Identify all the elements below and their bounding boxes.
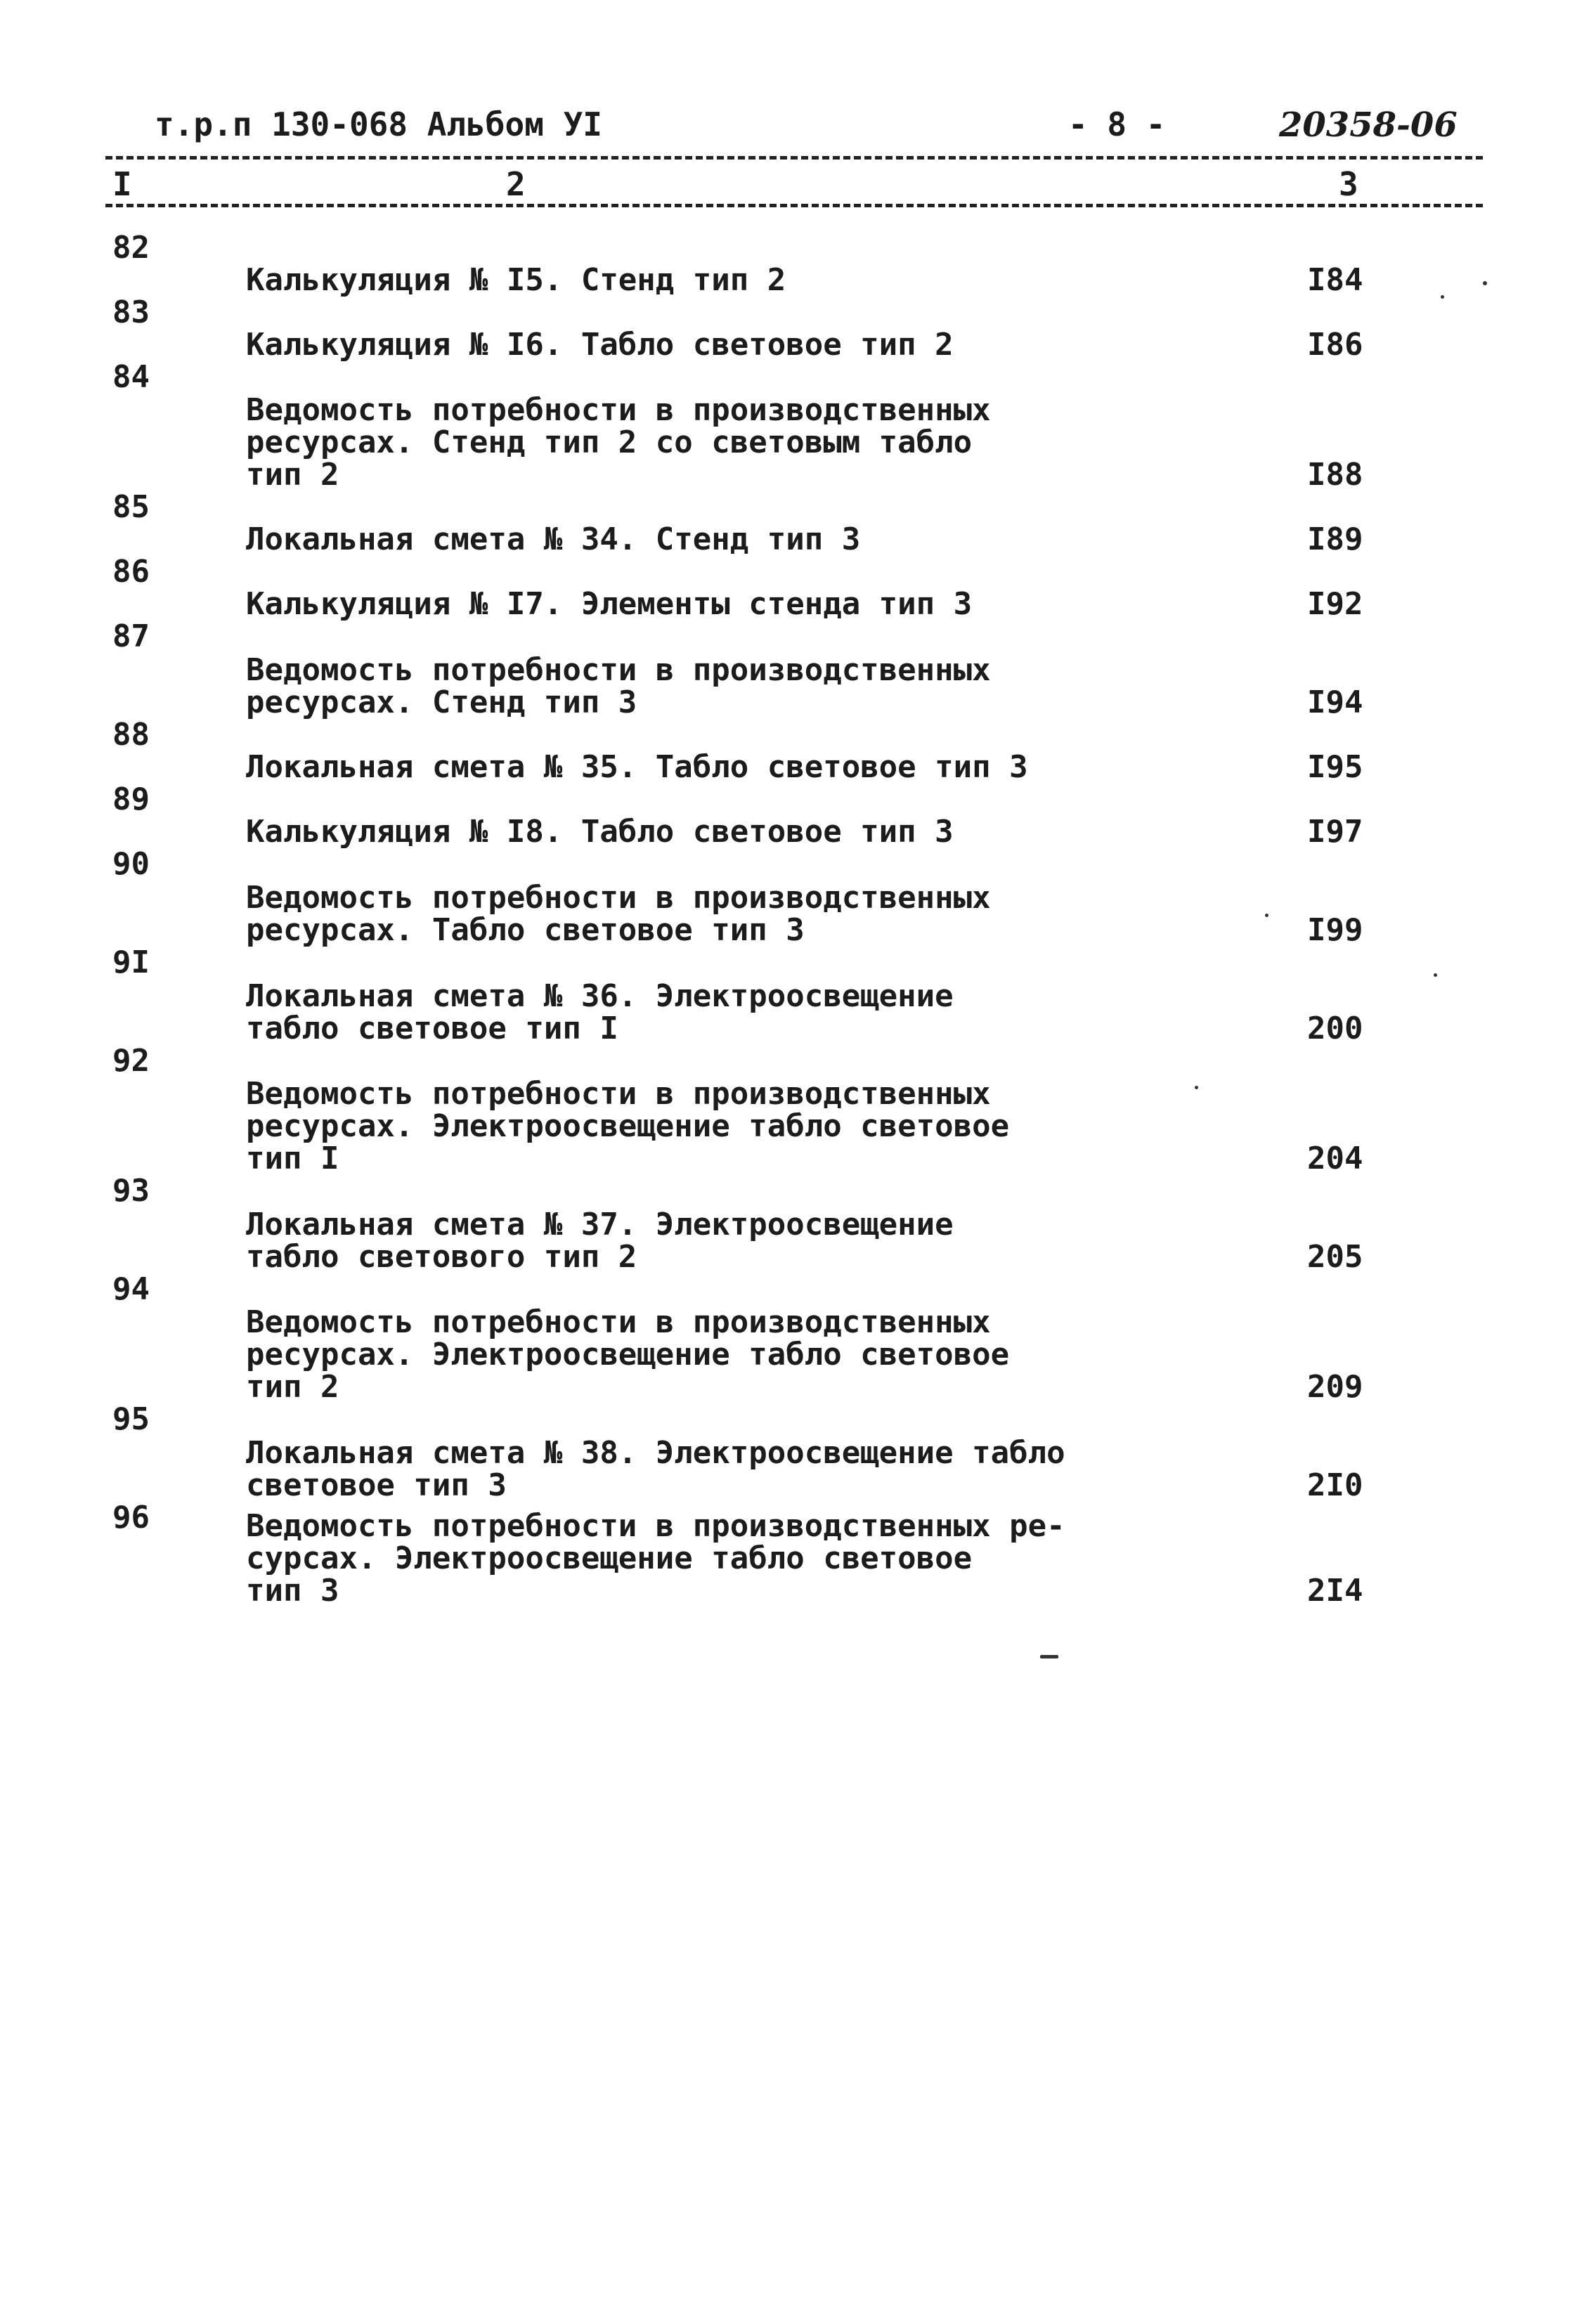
row-number: 90 (112, 846, 150, 882)
row-title: Ведомость потребности в производственных ре- сурсах. Электроосвещение табло световое тип 3 (246, 1508, 1065, 1609)
row-number: 89 (112, 781, 150, 817)
column-header-3: 3 (1339, 165, 1358, 203)
table-row (112, 361, 1448, 491)
scan-speck (1441, 295, 1444, 299)
row-number: 82 (112, 230, 150, 266)
table-row (112, 719, 1448, 784)
row-page: I88 (1307, 457, 1363, 493)
row-number: 88 (112, 717, 150, 753)
row-number: 93 (112, 1173, 150, 1209)
row-page: 2I4 (1307, 1573, 1363, 1609)
row-page: I99 (1307, 912, 1363, 948)
column-header-1: I (112, 165, 132, 203)
table-row (112, 232, 1448, 297)
table-row (112, 848, 1448, 947)
row-title: Калькуляция № I7. Элементы стенда тип 3 (246, 586, 973, 622)
row-page: 204 (1307, 1141, 1363, 1176)
column-header-divider (105, 204, 1483, 207)
page-header (155, 105, 1476, 155)
table-row (112, 1273, 1448, 1403)
row-title: Ведомость потребности в производственных ресурсах. Электроосвещение табло световое тип 2 (246, 1304, 1010, 1405)
table-row (112, 1175, 1448, 1273)
table-row (112, 491, 1448, 556)
row-page: 2I0 (1307, 1467, 1363, 1503)
row-title: Калькуляция № I6. Табло световое тип 2 (246, 327, 954, 363)
contents-table (112, 232, 1448, 1607)
scan-speck (1434, 973, 1437, 977)
row-page: 205 (1307, 1239, 1363, 1275)
row-title: Ведомость потребности в производственных ресурсах. Стенд тип 3 (246, 652, 991, 720)
row-page: 209 (1307, 1369, 1363, 1405)
row-number: 96 (112, 1500, 150, 1536)
row-title: Локальная смета № 35. Табло световое тип 3 (246, 749, 1028, 785)
table-row (112, 1502, 1448, 1607)
row-page: I92 (1307, 586, 1363, 622)
row-page: I89 (1307, 521, 1363, 557)
page-number: - 8 - (1068, 105, 1166, 143)
row-page: I84 (1307, 262, 1363, 298)
row-number: 95 (112, 1401, 150, 1437)
row-title: Локальная смета № 34. Стенд тип 3 (246, 521, 861, 557)
table-row (112, 556, 1448, 621)
scan-speck (1265, 914, 1268, 917)
row-page: I97 (1307, 814, 1363, 850)
table-row (112, 618, 1448, 720)
row-number: 9I (112, 944, 150, 980)
row-title: Локальная смета № 38. Электроосвещение табло световое тип 3 (246, 1435, 1065, 1503)
row-title: Локальная смета № 36. Электроосвещение табло световое тип I (246, 978, 954, 1046)
row-page: I95 (1307, 749, 1363, 785)
row-number: 86 (112, 554, 150, 590)
table-row (112, 1045, 1448, 1175)
row-title: Ведомость потребности в производственных ресурсах. Табло световое тип 3 (246, 880, 991, 948)
row-title: Локальная смета № 37. Электроосвещение табло светового тип 2 (246, 1207, 954, 1275)
column-header-2: 2 (506, 165, 526, 203)
scan-speck (1483, 281, 1487, 285)
row-number: 84 (112, 359, 150, 395)
scan-speck (1195, 1086, 1198, 1089)
row-number: 94 (112, 1271, 150, 1307)
row-title: Калькуляция № I5. Стенд тип 2 (246, 262, 786, 298)
row-title: Ведомость потребности в производственных ресурсах. Электроосвещение табло световое тип I (246, 1076, 1010, 1176)
table-row (112, 1403, 1448, 1502)
header-divider (105, 156, 1483, 160)
row-title: Ведомость потребности в производственных ресурсах. Стенд тип 2 со световым табло тип 2 (246, 392, 991, 493)
row-number: 85 (112, 489, 150, 525)
table-row (112, 781, 1448, 850)
row-page: I86 (1307, 327, 1363, 363)
album-reference: т.р.п 130-068 Альбом УI (155, 105, 602, 143)
row-number: 87 (112, 618, 150, 654)
handwritten-code: 20358-06 (1279, 105, 1458, 145)
row-number: 92 (112, 1043, 150, 1079)
row-page: I94 (1307, 684, 1363, 720)
row-number: 83 (112, 294, 150, 330)
table-row (112, 294, 1448, 363)
row-title: Калькуляция № I8. Табло световое тип 3 (246, 814, 954, 850)
row-page: 200 (1307, 1011, 1363, 1046)
scan-mark (1040, 1655, 1058, 1658)
table-row (112, 944, 1448, 1046)
